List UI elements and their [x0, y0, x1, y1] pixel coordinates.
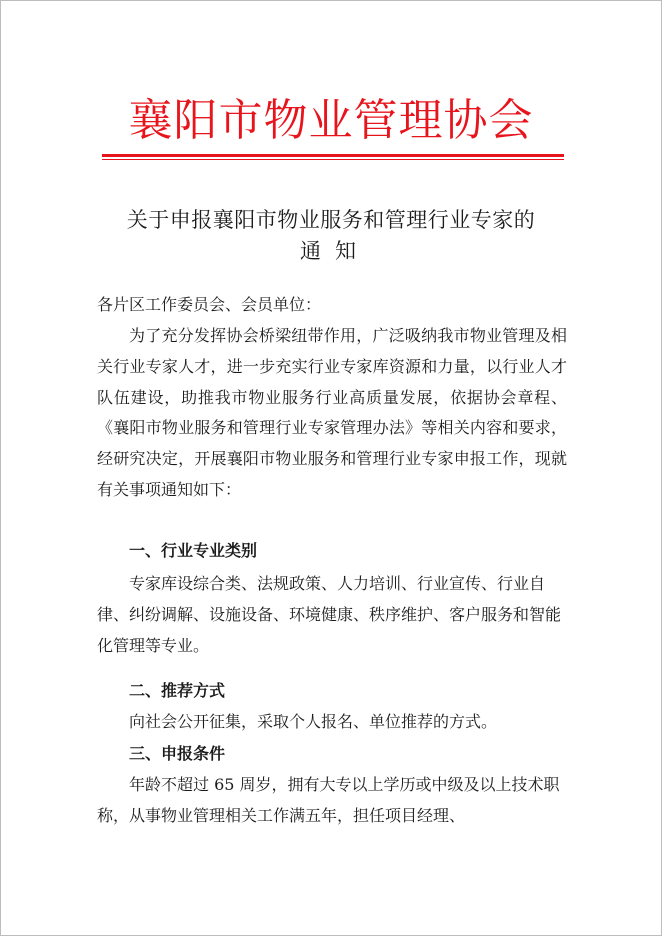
letterhead-org-name: 襄阳市物业管理协会 — [128, 95, 534, 146]
section-heading-conditions: 三、申报条件 — [129, 744, 226, 763]
section-heading-categories: 一、行业专业类别 — [129, 541, 258, 560]
salutation: 各片区工作委员会、会员单位： — [97, 295, 322, 314]
section-text-recommendation: 向社会公开征集，采取个人报名、单位推荐的方式。 — [129, 712, 498, 731]
letterhead-divider-thin — [102, 159, 564, 160]
section-heading-recommendation: 二、推荐方式 — [129, 681, 226, 700]
notice-title-line1: 关于申报襄阳市物业服务和管理行业专家的 — [126, 208, 536, 232]
section-text-categories: 专家库设综合类、法规政策、人力培训、行业宣传、行业自律、纠纷调解、设施设备、环境健康、秩序维护、客户服务和智能化管理等专业。 — [97, 574, 562, 655]
intro-paragraph: 为了充分发挥协会桥梁纽带作用，广泛吸纳我市物业管理及相关行业专家人才，进一步充实行业专家库资源和力量，以行业人才队伍建设，助推我市物业服务行业高质量发展，依据协会章程、《襄阳市物业服务和管理行业专家管理办法》等相关内容和要求，经研究决定，开展襄阳市物业服务和管理行业专家申报工作，现就有关事项通知如下： — [97, 326, 567, 499]
letterhead-divider-thick — [102, 154, 564, 157]
notice-title-line2: 通知 — [300, 239, 370, 263]
section-text-conditions: 年龄不超过 65 周岁，拥有大专以上学历或中级及以上技术职称，从事物业管理相关工作满五年，担任项目经理、 — [97, 775, 560, 825]
